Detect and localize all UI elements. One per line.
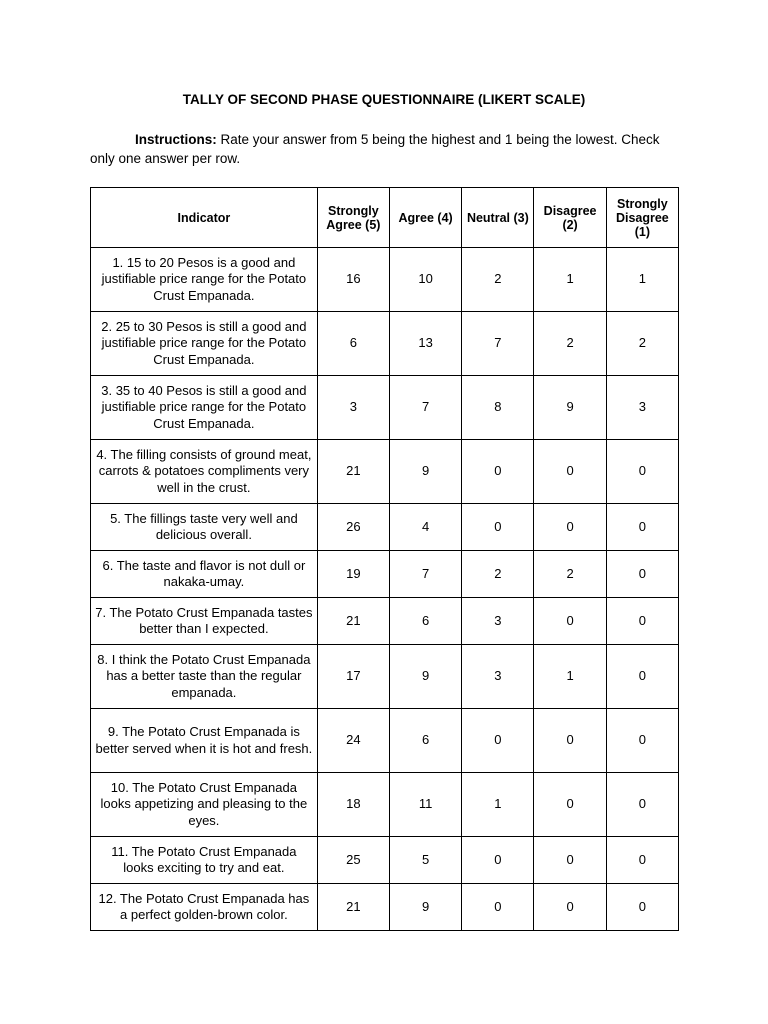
header-strongly-agree: Strongly Agree (5)	[317, 188, 389, 248]
disagree-cell: 0	[534, 598, 606, 645]
instructions-paragraph	[90, 130, 680, 168]
table-row	[91, 598, 679, 645]
strongly-agree-cell: 18	[317, 773, 389, 837]
neutral-cell: 2	[462, 551, 534, 598]
table-row	[91, 645, 679, 709]
indicator-cell: 8. I think the Potato Crust Empanada has a better taste than the regular empanada.	[91, 645, 318, 709]
strongly-disagree-cell: 0	[606, 551, 678, 598]
table-row	[91, 837, 679, 884]
table-row	[91, 884, 679, 931]
strongly-agree-cell: 19	[317, 551, 389, 598]
strongly-agree-cell: 6	[317, 312, 389, 376]
indicator-cell: 1. 15 to 20 Pesos is a good and justifiable price range for the Potato Crust Empanada.	[91, 248, 318, 312]
indicator-cell: 4. The filling consists of ground meat, carrots & potatoes compliments very well in the crust.	[91, 440, 318, 504]
disagree-cell: 0	[534, 837, 606, 884]
disagree-cell: 0	[534, 709, 606, 773]
strongly-disagree-cell: 0	[606, 884, 678, 931]
instructions-text: Rate your answer from 5 being the highest and 1 being the lowest. Check only one answer per row.	[90, 132, 660, 166]
header-neutral: Neutral (3)	[462, 188, 534, 248]
neutral-cell: 3	[462, 598, 534, 645]
agree-cell: 5	[390, 837, 462, 884]
agree-cell: 9	[390, 645, 462, 709]
indicator-cell: 3. 35 to 40 Pesos is still a good and justifiable price range for the Potato Crust Empanada.	[91, 376, 318, 440]
indicator-cell: 2. 25 to 30 Pesos is still a good and justifiable price range for the Potato Crust Empanada.	[91, 312, 318, 376]
agree-cell: 6	[390, 598, 462, 645]
strongly-disagree-cell: 0	[606, 837, 678, 884]
disagree-cell: 0	[534, 773, 606, 837]
indicator-cell: 6. The taste and flavor is not dull or nakaka-umay.	[91, 551, 318, 598]
agree-cell: 9	[390, 440, 462, 504]
disagree-cell: 9	[534, 376, 606, 440]
agree-cell: 13	[390, 312, 462, 376]
agree-cell: 4	[390, 504, 462, 551]
header-disagree: Disagree (2)	[534, 188, 606, 248]
instructions-label: Instructions:	[135, 132, 217, 147]
disagree-cell: 0	[534, 884, 606, 931]
agree-cell: 9	[390, 884, 462, 931]
disagree-cell: 0	[534, 440, 606, 504]
strongly-disagree-cell: 0	[606, 645, 678, 709]
table-row	[91, 551, 679, 598]
neutral-cell: 1	[462, 773, 534, 837]
neutral-cell: 0	[462, 837, 534, 884]
table-row	[91, 440, 679, 504]
disagree-cell: 1	[534, 645, 606, 709]
indicator-cell: 11. The Potato Crust Empanada looks exciting to try and eat.	[91, 837, 318, 884]
neutral-cell: 8	[462, 376, 534, 440]
tally-table	[90, 187, 679, 931]
agree-cell: 6	[390, 709, 462, 773]
strongly-agree-cell: 24	[317, 709, 389, 773]
neutral-cell: 3	[462, 645, 534, 709]
strongly-disagree-cell: 1	[606, 248, 678, 312]
strongly-disagree-cell: 2	[606, 312, 678, 376]
strongly-disagree-cell: 0	[606, 709, 678, 773]
agree-cell: 11	[390, 773, 462, 837]
header-agree: Agree (4)	[390, 188, 462, 248]
table-row	[91, 773, 679, 837]
neutral-cell: 7	[462, 312, 534, 376]
table-row	[91, 248, 679, 312]
strongly-agree-cell: 25	[317, 837, 389, 884]
strongly-agree-cell: 26	[317, 504, 389, 551]
strongly-agree-cell: 17	[317, 645, 389, 709]
strongly-agree-cell: 3	[317, 376, 389, 440]
header-strongly-disagree: Strongly Disagree (1)	[606, 188, 678, 248]
table-row	[91, 312, 679, 376]
table-header-row	[91, 188, 679, 248]
neutral-cell: 0	[462, 440, 534, 504]
indicator-cell: 7. The Potato Crust Empanada tastes better than I expected.	[91, 598, 318, 645]
table-row	[91, 709, 679, 773]
indicator-cell: 9. The Potato Crust Empanada is better served when it is hot and fresh.	[91, 709, 318, 773]
disagree-cell: 2	[534, 312, 606, 376]
strongly-agree-cell: 21	[317, 884, 389, 931]
indicator-cell: 12. The Potato Crust Empanada has a perfect golden-brown color.	[91, 884, 318, 931]
strongly-disagree-cell: 3	[606, 376, 678, 440]
agree-cell: 7	[390, 551, 462, 598]
disagree-cell: 1	[534, 248, 606, 312]
strongly-disagree-cell: 0	[606, 773, 678, 837]
table-row	[91, 504, 679, 551]
strongly-agree-cell: 21	[317, 598, 389, 645]
strongly-agree-cell: 21	[317, 440, 389, 504]
neutral-cell: 2	[462, 248, 534, 312]
agree-cell: 10	[390, 248, 462, 312]
neutral-cell: 0	[462, 504, 534, 551]
disagree-cell: 0	[534, 504, 606, 551]
table-row	[91, 376, 679, 440]
agree-cell: 7	[390, 376, 462, 440]
indicator-cell: 10. The Potato Crust Empanada looks appetizing and pleasing to the eyes.	[91, 773, 318, 837]
page-title: TALLY OF SECOND PHASE QUESTIONNAIRE (LIKERT SCALE)	[182, 92, 586, 107]
strongly-disagree-cell: 0	[606, 598, 678, 645]
strongly-disagree-cell: 0	[606, 440, 678, 504]
indicator-cell: 5. The fillings taste very well and delicious overall.	[91, 504, 318, 551]
header-indicator: Indicator	[91, 188, 318, 248]
disagree-cell: 2	[534, 551, 606, 598]
strongly-disagree-cell: 0	[606, 504, 678, 551]
neutral-cell: 0	[462, 709, 534, 773]
strongly-agree-cell: 16	[317, 248, 389, 312]
neutral-cell: 0	[462, 884, 534, 931]
